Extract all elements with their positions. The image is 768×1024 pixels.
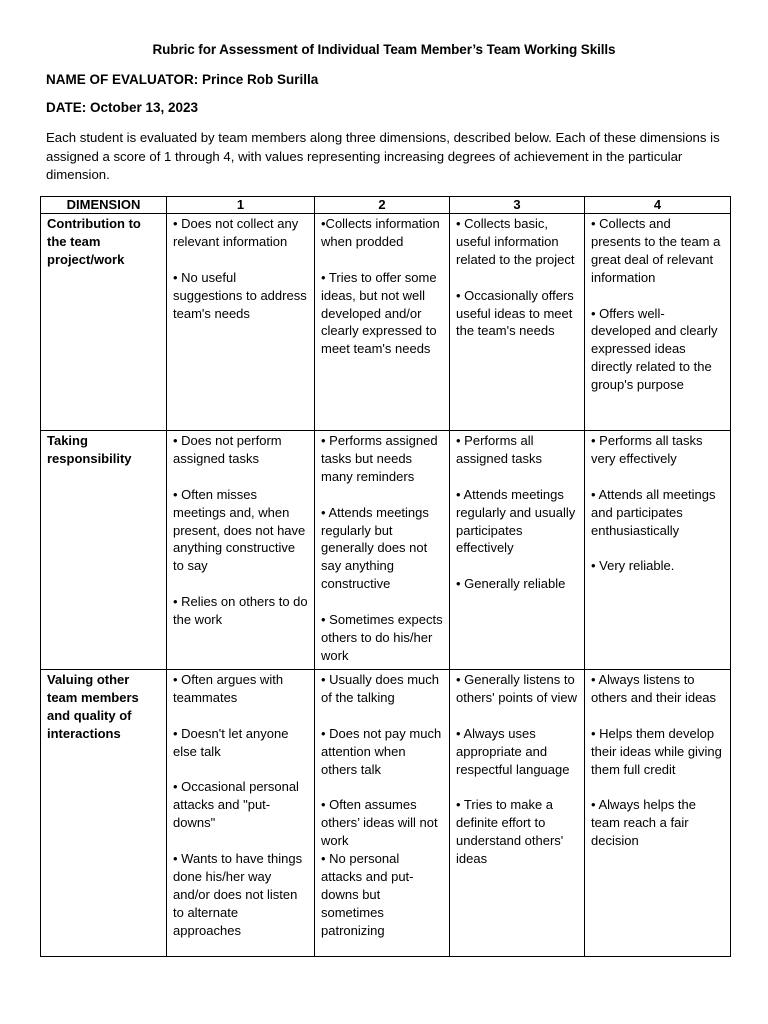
header-score-3: 3 xyxy=(450,197,585,214)
rubric-cell xyxy=(167,431,315,670)
criterion-text: • Attends meetings regularly and usually participates effectively xyxy=(456,486,576,556)
criterion-text: • No personal attacks and put-downs but sometimes patronizing xyxy=(321,851,414,938)
rubric-cell xyxy=(167,214,315,431)
header-score-2: 2 xyxy=(315,197,450,214)
criterion-text: • Does not perform assigned tasks xyxy=(173,433,282,466)
criterion-text: • Occasional personal attacks and "put-downs" xyxy=(173,779,299,831)
criterion-text: • Often assumes others’ ideas will not work xyxy=(321,797,438,849)
rubric-cell xyxy=(315,431,450,670)
rubric-cell xyxy=(315,670,450,957)
criterion-text: • Doesn't let anyone else talk xyxy=(173,725,289,759)
criterion-text: • Always listens to others and their ideas xyxy=(591,672,717,705)
criterion-text: • Collects and presents to the team a great deal of relevant information xyxy=(591,216,721,285)
criterion-text: • Performs all tasks very effectively xyxy=(591,433,703,466)
header-row xyxy=(41,197,731,214)
evaluation-date: DATE: October 13, 2023 xyxy=(46,100,199,115)
header-dimension: DIMENSION xyxy=(41,197,167,214)
criterion-text: • Always uses appropriate and respectful language xyxy=(456,725,570,777)
dimension-label: Valuing other team members and quality of interactions xyxy=(41,670,167,957)
criterion-text: •Collects information when prodded xyxy=(321,216,440,249)
table-row xyxy=(41,214,731,431)
dimension-label: Contribution to the team project/work xyxy=(41,214,167,431)
rubric-cell xyxy=(450,431,585,670)
criterion-text: • Tries to offer some ideas, but not well developed and/or clearly expressed to meet team's needs xyxy=(321,269,437,357)
rubric-cell xyxy=(450,214,585,431)
rubric-cell xyxy=(585,431,731,670)
rubric-cell xyxy=(585,214,731,431)
criterion-text: • Relies on others to do the work xyxy=(173,594,308,628)
criterion-text: • Offers well-developed and clearly expressed ideas directly related to the group's purpose xyxy=(591,305,718,393)
criterion-text: • Sometimes expects others to do his/her work xyxy=(321,612,443,663)
criterion-text: • Attends all meetings and participates enthusiastically xyxy=(591,486,716,538)
criterion-text: • Often misses meetings and, when present, does not have anything constructive to say xyxy=(173,486,306,574)
rubric-table xyxy=(40,196,731,957)
criterion-text: • Usually does much of the talking xyxy=(321,672,439,705)
criterion-text: • Performs all assigned tasks xyxy=(456,433,542,466)
evaluator-name: NAME OF EVALUATOR: Prince Rob Surilla xyxy=(46,72,319,87)
criterion-text: • Does not pay much attention when others talk xyxy=(321,725,442,777)
criterion-text: • Generally reliable xyxy=(456,576,566,592)
rubric-cell xyxy=(450,670,585,957)
criterion-text: • Helps them develop their ideas while giving them full credit xyxy=(591,725,722,777)
criterion-text: • Wants to have things done his/her way and/or does not listen to alternate approaches xyxy=(173,851,303,938)
criterion-text: • No useful suggestions to address team's needs xyxy=(173,269,307,321)
criterion-text: • Tries to make a definite effort to understand others' ideas xyxy=(456,797,564,867)
rubric-cell xyxy=(167,670,315,957)
criterion-text: • Occasionally offers useful ideas to meet the team's needs xyxy=(456,287,574,339)
criterion-text: • Generally listens to others' points of view xyxy=(456,672,577,705)
criterion-text: • Collects basic, useful information related to the project xyxy=(456,216,575,267)
table-row xyxy=(41,431,731,670)
dimension-label: Taking responsibility xyxy=(41,431,167,670)
rubric-cell xyxy=(585,670,731,957)
table-row xyxy=(41,670,731,957)
criterion-text: • Performs assigned tasks but needs many reminders xyxy=(321,433,438,484)
criterion-text: • Always helps the team reach a fair decision xyxy=(591,797,696,849)
criterion-text: • Does not collect any relevant information xyxy=(173,216,299,249)
header-score-4: 4 xyxy=(585,197,731,214)
criterion-text: • Attends meetings regularly but generally does not say anything constructive xyxy=(321,504,429,592)
header-score-1: 1 xyxy=(167,197,315,214)
intro-paragraph: Each student is evaluated by team members along three dimensions, described below. Each of these dimensions is assigned a score of 1 through 4, with values representing increasing degrees of achievement in the particular dimension. xyxy=(46,130,720,182)
rubric-cell xyxy=(315,214,450,431)
criterion-text: • Often argues with teammates xyxy=(173,672,284,705)
document-title: Rubric for Assessment of Individual Team Member’s Team Working Skills xyxy=(152,42,616,57)
criterion-text: • Very reliable. xyxy=(591,558,675,574)
